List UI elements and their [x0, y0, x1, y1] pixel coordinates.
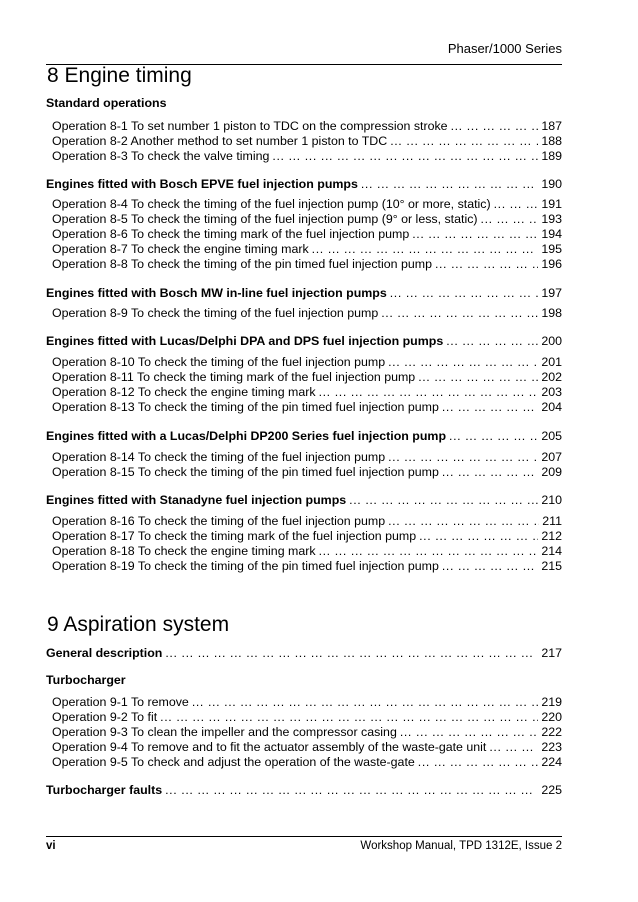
leader-dots: [439, 559, 538, 574]
page-ref: 217: [541, 646, 562, 660]
page-ref: 219: [541, 695, 562, 709]
leader-dots: [316, 385, 539, 400]
leader-dots: [316, 544, 539, 559]
toc-entry-operation-9-5[interactable]: Operation 9-5 To check and adjust the operation of the waste-gate ... . 224: [52, 755, 562, 770]
leader-dots: [162, 783, 538, 798]
page-ref: 212: [541, 529, 562, 543]
leader-dots: [309, 242, 539, 257]
toc-entry-operation-8-10[interactable]: Operation 8-10 To check the timing of the fuel injection pump ... . 201: [52, 355, 562, 370]
page-ref: 187: [541, 119, 562, 133]
toc-entry-operation-8-7[interactable]: Operation 8-7 To check the engine timing mark ... . 195: [52, 242, 562, 257]
page-ref: 189: [541, 149, 562, 163]
page-ref: 220: [541, 710, 562, 724]
toc-entry-operation-9-2[interactable]: Operation 9-2 To fit ... . 220: [52, 710, 562, 725]
page-ref: 225: [541, 783, 562, 797]
toc-entry-operation-8-15[interactable]: Operation 8-15 To check the timing of the pin timed fuel injection pump ... . 209: [52, 465, 562, 480]
toc-entry-operation-8-12[interactable]: Operation 8-12 To check the engine timing mark ... . 203: [52, 385, 562, 400]
leader-dots: [443, 334, 538, 349]
leader-dots: [397, 725, 538, 740]
page-ref: 195: [541, 242, 562, 256]
toc-group-turbocharger-faults[interactable]: Turbocharger faults ... . 225: [46, 783, 562, 798]
section-label-standard-operations: Standard operations: [46, 96, 167, 110]
leader-dots: [385, 355, 538, 370]
toc-group-lucas-dpa-dps[interactable]: Engines fitted with Lucas/Delphi DPA and DPS fuel injection pumps ... . 200: [46, 334, 562, 349]
leader-dots: [415, 370, 538, 385]
leader-dots: [439, 465, 538, 480]
page-ref: 211: [542, 514, 562, 528]
toc-entry-operation-8-19[interactable]: Operation 8-19 To check the timing of the pin timed fuel injection pump ... . 215: [52, 559, 562, 574]
page-header: [46, 40, 562, 65]
toc-entry-operation-8-4[interactable]: Operation 8-4 To check the timing of the fuel injection pump (10° or more, static) ... . 191: [52, 197, 562, 212]
toc-entry-operation-8-9[interactable]: Operation 8-9 To check the timing of the fuel injection pump ... . 198: [52, 306, 562, 321]
page-ref: 209: [541, 465, 562, 479]
page-ref: 222: [541, 725, 562, 739]
leader-dots: [162, 646, 538, 661]
page-ref: 215: [541, 559, 562, 573]
toc-entry-operation-8-17[interactable]: Operation 8-17 To check the timing mark of the fuel injection pump ... . 212: [52, 529, 562, 544]
toc-group-bosch-epve[interactable]: Engines fitted with Bosch EPVE fuel injection pumps ... . 190: [46, 177, 562, 192]
leader-dots: [448, 119, 539, 134]
chapter-8-title: 8 Engine timing: [47, 64, 192, 87]
page-ref: 223: [541, 740, 562, 754]
page-ref: 200: [541, 334, 562, 348]
page-footer: [46, 836, 562, 855]
page-ref: 193: [541, 212, 562, 226]
toc-entry-operation-9-3[interactable]: Operation 9-3 To clean the impeller and the compressor casing ... . 222: [52, 725, 562, 740]
toc-entry-operation-8-5[interactable]: Operation 8-5 To check the timing of the fuel injection pump (9° or less, static) ... . 193: [52, 212, 562, 227]
toc-group-lucas-dp200[interactable]: Engines fitted with a Lucas/Delphi DP200 Series fuel injection pump ... . 205: [46, 429, 562, 444]
toc-entry-operation-8-14[interactable]: Operation 8-14 To check the timing of the fuel injection pump ... . 207: [52, 450, 562, 465]
toc-group-bosch-mw[interactable]: Engines fitted with Bosch MW in-line fuel injection pumps ... . 197: [46, 286, 562, 301]
page-ref: 203: [541, 385, 562, 399]
series-title: Phaser/1000 Series: [447, 41, 562, 56]
toc-group-stanadyne[interactable]: Engines fitted with Stanadyne fuel injection pumps ... . 210: [46, 493, 562, 508]
leader-dots: [491, 197, 539, 212]
toc-entry-operation-8-3[interactable]: Operation 8-3 To check the valve timing ... . 189: [52, 149, 562, 164]
manual-reference: Workshop Manual, TPD 1312E, Issue 2: [360, 840, 562, 852]
leader-dots: [385, 450, 538, 465]
page-ref: 198: [541, 306, 562, 320]
leader-dots: [446, 429, 538, 444]
page-ref: 207: [541, 450, 562, 464]
page-ref: 191: [541, 197, 562, 211]
leader-dots: [439, 400, 538, 415]
page-ref: 190: [541, 177, 562, 191]
section-label-turbocharger: Turbocharger: [46, 673, 126, 687]
chapter-9-title: 9 Aspiration system: [47, 613, 230, 636]
leader-dots: [346, 493, 538, 508]
toc-entry-operation-8-11[interactable]: Operation 8-11 To check the timing mark of the fuel injection pump ... . 202: [52, 370, 562, 385]
leader-dots: [478, 212, 539, 227]
page-ref: 202: [541, 370, 562, 384]
toc-entry-operation-8-18[interactable]: Operation 8-18 To check the engine timing mark ... . 214: [52, 544, 562, 559]
leader-dots: [432, 257, 538, 272]
leader-dots: [387, 134, 538, 149]
toc-entry-operation-8-6[interactable]: Operation 8-6 To check the timing mark of the fuel injection pump ... . 194: [52, 227, 562, 242]
page-ref: 194: [541, 227, 562, 241]
page-ref: 214: [541, 544, 562, 558]
toc-entry-operation-8-1[interactable]: Operation 8-1 To set number 1 piston to TDC on the compression stroke ... . 187: [52, 119, 562, 134]
page-ref: 204: [541, 400, 562, 414]
toc-entry-operation-8-16[interactable]: Operation 8-16 To check the timing of the fuel injection pump ... . 211: [52, 514, 562, 529]
page-number: vi: [46, 840, 56, 852]
leader-dots: [378, 306, 538, 321]
toc-entry-operation-9-4[interactable]: Operation 9-4 To remove and to fit the actuator assembly of the waste-gate unit ... . 223: [52, 740, 562, 755]
page-ref: 224: [541, 755, 562, 769]
page-ref: 201: [541, 355, 562, 369]
leader-dots: [358, 177, 538, 192]
leader-dots: [387, 286, 539, 301]
toc-group-general-description[interactable]: General description ... . 217: [46, 646, 562, 661]
leader-dots: [416, 529, 538, 544]
leader-dots: [486, 740, 538, 755]
page-ref: 205: [541, 429, 562, 443]
leader-dots: [157, 710, 538, 725]
leader-dots: [409, 227, 538, 242]
toc-entry-operation-8-8[interactable]: Operation 8-8 To check the timing of the pin timed fuel injection pump ... . 196: [52, 257, 562, 272]
leader-dots: [269, 149, 538, 164]
page-ref: 197: [541, 286, 562, 300]
toc-entry-operation-9-1[interactable]: Operation 9-1 To remove ... . 219: [52, 695, 562, 710]
page-ref: 188: [541, 134, 562, 148]
toc-entry-operation-8-2[interactable]: Operation 8-2 Another method to set number 1 piston to TDC ... . 188: [52, 134, 562, 149]
leader-dots: [385, 514, 539, 529]
leader-dots: [189, 695, 538, 710]
page-ref: 196: [541, 257, 562, 271]
toc-entry-operation-8-13[interactable]: Operation 8-13 To check the timing of the pin timed fuel injection pump ... . 204: [52, 400, 562, 415]
page-ref: 210: [541, 493, 562, 507]
leader-dots: [415, 755, 539, 770]
